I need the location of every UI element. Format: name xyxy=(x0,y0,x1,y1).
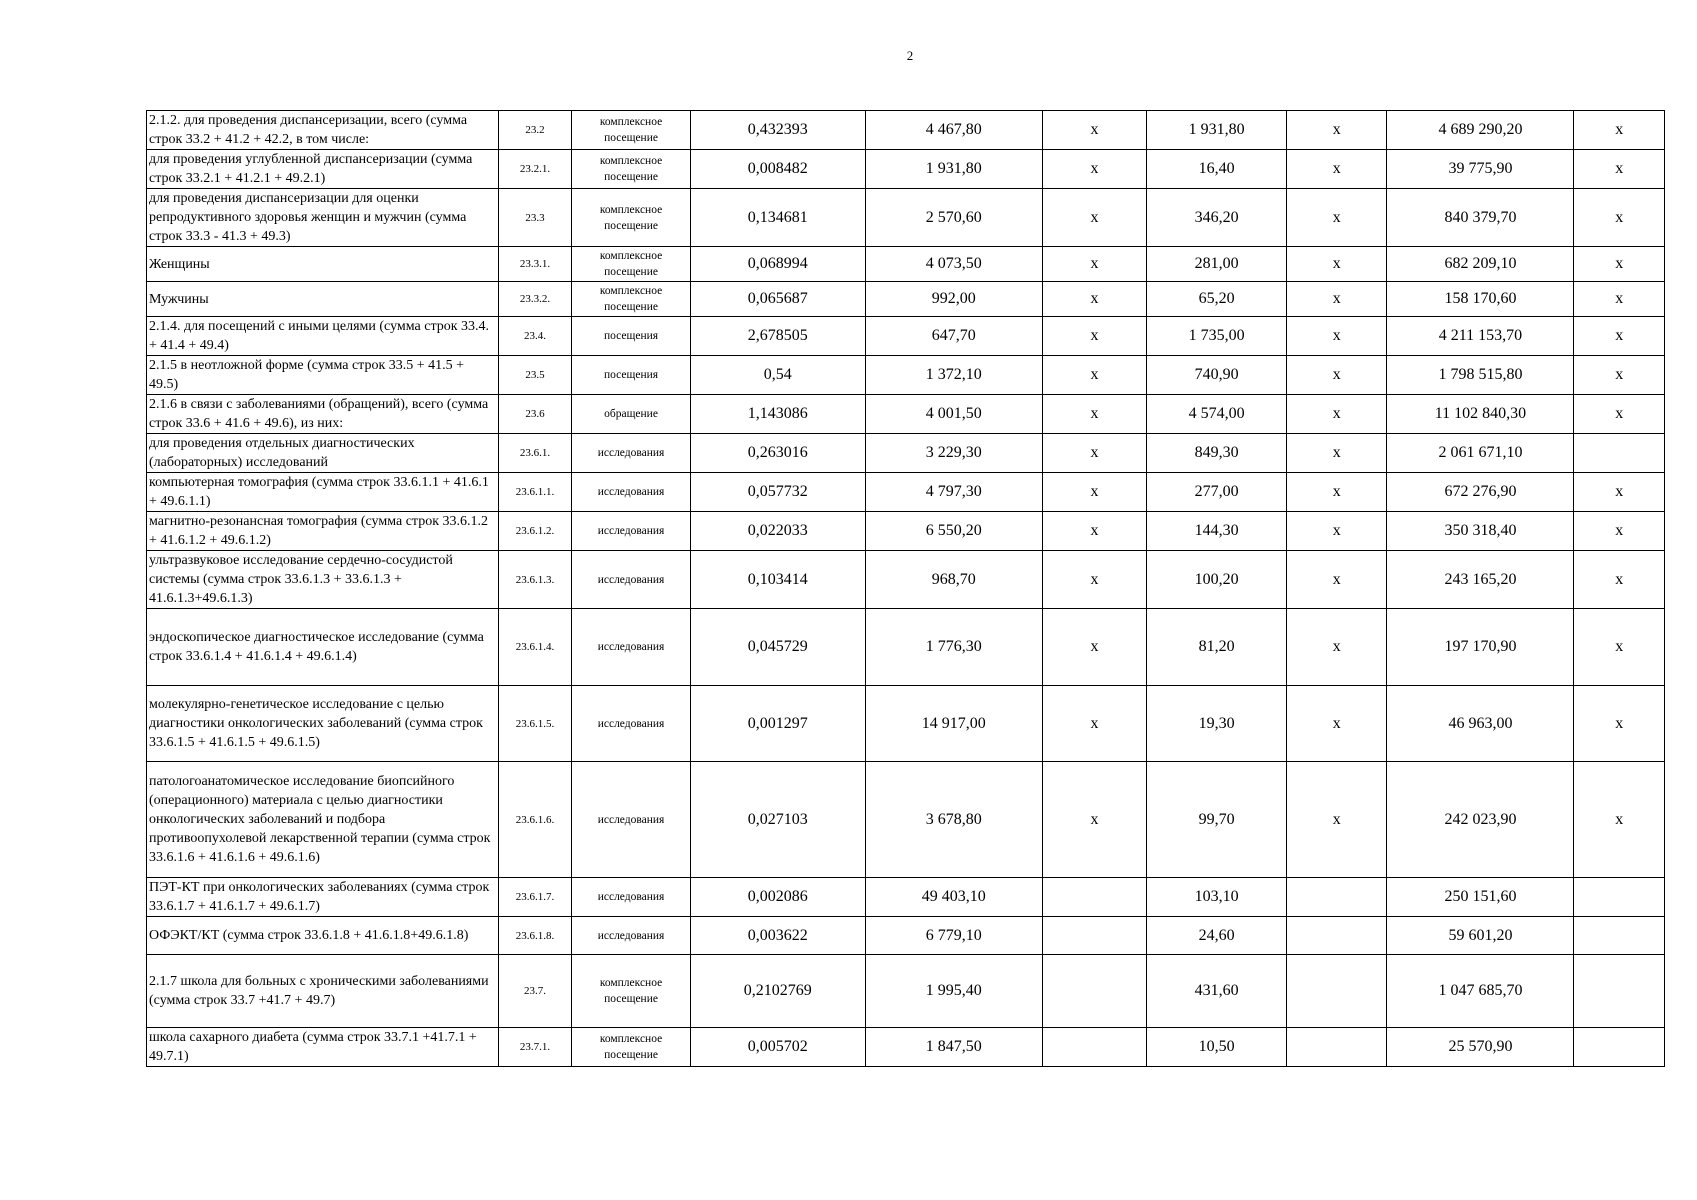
row-per-capita: 100,20 xyxy=(1147,551,1287,609)
row-cost: 49 403,10 xyxy=(865,878,1042,917)
row-code: 23.2.1. xyxy=(498,150,571,189)
row-x3: х xyxy=(1574,473,1665,512)
row-total: 682 209,10 xyxy=(1387,247,1574,282)
table-row xyxy=(147,878,1665,917)
row-x1: х xyxy=(1042,317,1147,356)
row-total: 25 570,90 xyxy=(1387,1028,1574,1067)
row-unit: исследования xyxy=(572,551,691,609)
row-total: 840 379,70 xyxy=(1387,189,1574,247)
row-code: 23.6.1.7. xyxy=(498,878,571,917)
row-name: молекулярно-генетическое исследование с целью диагностики онкологических заболеваний (сумма строк 33.6.1.5 + 41.6.1.5 + 49.6.1.5) xyxy=(147,686,499,762)
row-cost: 4 797,30 xyxy=(865,473,1042,512)
row-total: 39 775,90 xyxy=(1387,150,1574,189)
row-x1: х xyxy=(1042,395,1147,434)
row-x2: х xyxy=(1286,473,1387,512)
row-name: Мужчины xyxy=(147,282,499,317)
row-cost: 4 073,50 xyxy=(865,247,1042,282)
row-per-capita: 1 931,80 xyxy=(1147,111,1287,150)
row-unit: исследования xyxy=(572,878,691,917)
row-norm: 0,057732 xyxy=(690,473,865,512)
row-total: 158 170,60 xyxy=(1387,282,1574,317)
row-per-capita: 1 735,00 xyxy=(1147,317,1287,356)
row-unit: исследования xyxy=(572,512,691,551)
table-row xyxy=(147,955,1665,1028)
row-x3 xyxy=(1574,434,1665,473)
row-unit: исследования xyxy=(572,686,691,762)
row-cost: 1 372,10 xyxy=(865,356,1042,395)
row-per-capita: 144,30 xyxy=(1147,512,1287,551)
table-row xyxy=(147,686,1665,762)
row-x2: х xyxy=(1286,512,1387,551)
row-x1 xyxy=(1042,1028,1147,1067)
row-x3: х xyxy=(1574,282,1665,317)
row-per-capita: 16,40 xyxy=(1147,150,1287,189)
row-per-capita: 281,00 xyxy=(1147,247,1287,282)
row-norm: 0,005702 xyxy=(690,1028,865,1067)
row-cost: 3 678,80 xyxy=(865,762,1042,878)
row-name: патологоанатомическое исследование биопсийного (операционного) материала с целью диагностики онкологических заболеваний и подбора противоопухолевой лекарственной терапии (сумма строк 33.6.1.6 + 41.6.1.6 + 49.6.1.6) xyxy=(147,762,499,878)
row-name: 2.1.4. для посещений с иными целями (сумма строк 33.4. + 41.4 + 49.4) xyxy=(147,317,499,356)
row-cost: 1 847,50 xyxy=(865,1028,1042,1067)
row-per-capita: 19,30 xyxy=(1147,686,1287,762)
row-norm: 0,263016 xyxy=(690,434,865,473)
row-unit: комплексное посещение xyxy=(572,150,691,189)
row-x2: х xyxy=(1286,434,1387,473)
table-row xyxy=(147,473,1665,512)
row-per-capita: 849,30 xyxy=(1147,434,1287,473)
row-name: ОФЭКТ/КТ (сумма строк 33.6.1.8 + 41.6.1.8+49.6.1.8) xyxy=(147,917,499,955)
row-x3: х xyxy=(1574,395,1665,434)
row-x2 xyxy=(1286,955,1387,1028)
row-cost: 2 570,60 xyxy=(865,189,1042,247)
row-total: 4 211 153,70 xyxy=(1387,317,1574,356)
row-x2: х xyxy=(1286,686,1387,762)
row-x3 xyxy=(1574,955,1665,1028)
table-row xyxy=(147,356,1665,395)
row-per-capita: 81,20 xyxy=(1147,609,1287,686)
row-x1: х xyxy=(1042,282,1147,317)
row-code: 23.2 xyxy=(498,111,571,150)
row-norm: 0,001297 xyxy=(690,686,865,762)
row-code: 23.6.1.6. xyxy=(498,762,571,878)
row-code: 23.6.1.8. xyxy=(498,917,571,955)
row-x1: х xyxy=(1042,551,1147,609)
row-norm: 0,065687 xyxy=(690,282,865,317)
row-name: Женщины xyxy=(147,247,499,282)
table-row xyxy=(147,150,1665,189)
row-unit: обращение xyxy=(572,395,691,434)
row-total: 672 276,90 xyxy=(1387,473,1574,512)
row-x3: х xyxy=(1574,762,1665,878)
row-per-capita: 740,90 xyxy=(1147,356,1287,395)
row-norm: 0,002086 xyxy=(690,878,865,917)
row-x1: х xyxy=(1042,686,1147,762)
row-x3: х xyxy=(1574,686,1665,762)
row-norm: 0,027103 xyxy=(690,762,865,878)
row-name: магнитно-резонансная томография (сумма строк 33.6.1.2 + 41.6.1.2 + 49.6.1.2) xyxy=(147,512,499,551)
row-per-capita: 346,20 xyxy=(1147,189,1287,247)
row-cost: 3 229,30 xyxy=(865,434,1042,473)
row-per-capita: 24,60 xyxy=(1147,917,1287,955)
row-x2: х xyxy=(1286,762,1387,878)
row-norm: 0,022033 xyxy=(690,512,865,551)
row-x1: х xyxy=(1042,762,1147,878)
row-unit: комплексное посещение xyxy=(572,282,691,317)
row-per-capita: 4 574,00 xyxy=(1147,395,1287,434)
row-x3: х xyxy=(1574,551,1665,609)
row-unit: комплексное посещение xyxy=(572,111,691,150)
row-x1: х xyxy=(1042,609,1147,686)
row-x1 xyxy=(1042,917,1147,955)
row-x1: х xyxy=(1042,247,1147,282)
row-x3 xyxy=(1574,1028,1665,1067)
row-total: 2 061 671,10 xyxy=(1387,434,1574,473)
row-cost: 968,70 xyxy=(865,551,1042,609)
row-cost: 647,70 xyxy=(865,317,1042,356)
row-unit: посещения xyxy=(572,317,691,356)
row-name: ПЭТ-КТ при онкологических заболеваниях (сумма строк 33.6.1.7 + 41.6.1.7 + 49.6.1.7) xyxy=(147,878,499,917)
row-per-capita: 431,60 xyxy=(1147,955,1287,1028)
row-code: 23.6.1.2. xyxy=(498,512,571,551)
row-norm: 0,103414 xyxy=(690,551,865,609)
row-x3: х xyxy=(1574,189,1665,247)
row-unit: исследования xyxy=(572,473,691,512)
row-total: 1 047 685,70 xyxy=(1387,955,1574,1028)
row-unit: посещения xyxy=(572,356,691,395)
row-x1: х xyxy=(1042,189,1147,247)
row-unit: комплексное посещение xyxy=(572,189,691,247)
row-x3: х xyxy=(1574,247,1665,282)
row-unit: исследования xyxy=(572,434,691,473)
row-name: компьютерная томография (сумма строк 33.6.1.1 + 41.6.1 + 49.6.1.1) xyxy=(147,473,499,512)
row-x1: х xyxy=(1042,473,1147,512)
table-row xyxy=(147,512,1665,551)
row-x2: х xyxy=(1286,356,1387,395)
row-x1: х xyxy=(1042,512,1147,551)
row-total: 243 165,20 xyxy=(1387,551,1574,609)
row-code: 23.6.1.4. xyxy=(498,609,571,686)
table-row xyxy=(147,434,1665,473)
row-total: 1 798 515,80 xyxy=(1387,356,1574,395)
row-norm: 2,678505 xyxy=(690,317,865,356)
row-norm: 0,432393 xyxy=(690,111,865,150)
page-number: 2 xyxy=(906,48,914,63)
row-x1 xyxy=(1042,878,1147,917)
row-name: для проведения отдельных диагностических (лабораторных) исследований xyxy=(147,434,499,473)
row-unit: комплексное посещение xyxy=(572,1028,691,1067)
row-name: школа сахарного диабета (сумма строк 33.7.1 +41.7.1 + 49.7.1) xyxy=(147,1028,499,1067)
row-cost: 4 001,50 xyxy=(865,395,1042,434)
row-code: 23.4. xyxy=(498,317,571,356)
row-x3: х xyxy=(1574,111,1665,150)
table-row xyxy=(147,609,1665,686)
row-cost: 6 779,10 xyxy=(865,917,1042,955)
row-total: 11 102 840,30 xyxy=(1387,395,1574,434)
row-x1: х xyxy=(1042,434,1147,473)
row-x3: х xyxy=(1574,317,1665,356)
row-cost: 1 931,80 xyxy=(865,150,1042,189)
row-x2: х xyxy=(1286,282,1387,317)
table-row xyxy=(147,395,1665,434)
row-norm: 0,003622 xyxy=(690,917,865,955)
table-row xyxy=(147,247,1665,282)
row-name: для проведения диспансеризации для оценки репродуктивного здоровья женщин и мужчин (сумма строк 33.3 - 41.3 + 49.3) xyxy=(147,189,499,247)
row-x2: х xyxy=(1286,609,1387,686)
row-code: 23.6.1.3. xyxy=(498,551,571,609)
row-x3: х xyxy=(1574,150,1665,189)
row-name: 2.1.6 в связи с заболеваниями (обращений), всего (сумма строк 33.6 + 41.6 + 49.6), из них: xyxy=(147,395,499,434)
row-x3: х xyxy=(1574,609,1665,686)
row-x2 xyxy=(1286,1028,1387,1067)
row-name: эндоскопическое диагностическое исследование (сумма строк 33.6.1.4 + 41.6.1.4 + 49.6.1.4) xyxy=(147,609,499,686)
row-total: 197 170,90 xyxy=(1387,609,1574,686)
row-norm: 0,134681 xyxy=(690,189,865,247)
row-unit: комплексное посещение xyxy=(572,247,691,282)
row-total: 59 601,20 xyxy=(1387,917,1574,955)
row-x2: х xyxy=(1286,189,1387,247)
row-x2: х xyxy=(1286,247,1387,282)
row-code: 23.5 xyxy=(498,356,571,395)
row-x2: х xyxy=(1286,317,1387,356)
row-x1 xyxy=(1042,955,1147,1028)
row-per-capita: 65,20 xyxy=(1147,282,1287,317)
row-cost: 1 995,40 xyxy=(865,955,1042,1028)
table-body xyxy=(147,111,1665,1067)
row-name: 2.1.5 в неотложной форме (сумма строк 33.5 + 41.5 + 49.5) xyxy=(147,356,499,395)
financing-table xyxy=(146,110,1665,1067)
row-per-capita: 99,70 xyxy=(1147,762,1287,878)
row-x3 xyxy=(1574,917,1665,955)
row-x2: х xyxy=(1286,395,1387,434)
row-x2: х xyxy=(1286,551,1387,609)
row-code: 23.6.1. xyxy=(498,434,571,473)
table-row xyxy=(147,1028,1665,1067)
row-total: 350 318,40 xyxy=(1387,512,1574,551)
table-row xyxy=(147,189,1665,247)
row-code: 23.7.1. xyxy=(498,1028,571,1067)
row-unit: исследования xyxy=(572,609,691,686)
row-x2 xyxy=(1286,917,1387,955)
row-cost: 6 550,20 xyxy=(865,512,1042,551)
row-cost: 992,00 xyxy=(865,282,1042,317)
table-row xyxy=(147,111,1665,150)
row-per-capita: 103,10 xyxy=(1147,878,1287,917)
row-unit: исследования xyxy=(572,762,691,878)
row-per-capita: 10,50 xyxy=(1147,1028,1287,1067)
row-code: 23.6.1.1. xyxy=(498,473,571,512)
row-code: 23.3.2. xyxy=(498,282,571,317)
row-x2: х xyxy=(1286,111,1387,150)
row-x3: х xyxy=(1574,512,1665,551)
table-row xyxy=(147,551,1665,609)
row-total: 4 689 290,20 xyxy=(1387,111,1574,150)
row-x3: х xyxy=(1574,356,1665,395)
row-name: 2.1.2. для проведения диспансеризации, всего (сумма строк 33.2 + 41.2 + 42.2, в том числе: xyxy=(147,111,499,150)
row-total: 242 023,90 xyxy=(1387,762,1574,878)
row-norm: 0,045729 xyxy=(690,609,865,686)
row-norm: 0,2102769 xyxy=(690,955,865,1028)
row-x3 xyxy=(1574,878,1665,917)
row-cost: 4 467,80 xyxy=(865,111,1042,150)
row-x2 xyxy=(1286,878,1387,917)
row-unit: исследования xyxy=(572,917,691,955)
row-total: 250 151,60 xyxy=(1387,878,1574,917)
row-x1: х xyxy=(1042,150,1147,189)
row-total: 46 963,00 xyxy=(1387,686,1574,762)
row-unit: комплексное посещение xyxy=(572,955,691,1028)
row-x2: х xyxy=(1286,150,1387,189)
row-code: 23.6 xyxy=(498,395,571,434)
row-norm: 0,008482 xyxy=(690,150,865,189)
table-row xyxy=(147,282,1665,317)
row-code: 23.6.1.5. xyxy=(498,686,571,762)
row-name: ультразвуковое исследование сердечно-сосудистой системы (сумма строк 33.6.1.3 + 33.6.1.3 + 41.6.1.3+49.6.1.3) xyxy=(147,551,499,609)
row-code: 23.7. xyxy=(498,955,571,1028)
row-name: для проведения углубленной диспансеризации (сумма строк 33.2.1 + 41.2.1 + 49.2.1) xyxy=(147,150,499,189)
row-cost: 1 776,30 xyxy=(865,609,1042,686)
table-row xyxy=(147,317,1665,356)
row-norm: 0,54 xyxy=(690,356,865,395)
row-code: 23.3 xyxy=(498,189,571,247)
table-row xyxy=(147,762,1665,878)
row-per-capita: 277,00 xyxy=(1147,473,1287,512)
row-cost: 14 917,00 xyxy=(865,686,1042,762)
row-name: 2.1.7 школа для больных с хроническими заболеваниями (сумма строк 33.7 +41.7 + 49.7) xyxy=(147,955,499,1028)
row-norm: 1,143086 xyxy=(690,395,865,434)
table-row xyxy=(147,917,1665,955)
row-x1: х xyxy=(1042,356,1147,395)
row-code: 23.3.1. xyxy=(498,247,571,282)
row-x1: х xyxy=(1042,111,1147,150)
row-norm: 0,068994 xyxy=(690,247,865,282)
